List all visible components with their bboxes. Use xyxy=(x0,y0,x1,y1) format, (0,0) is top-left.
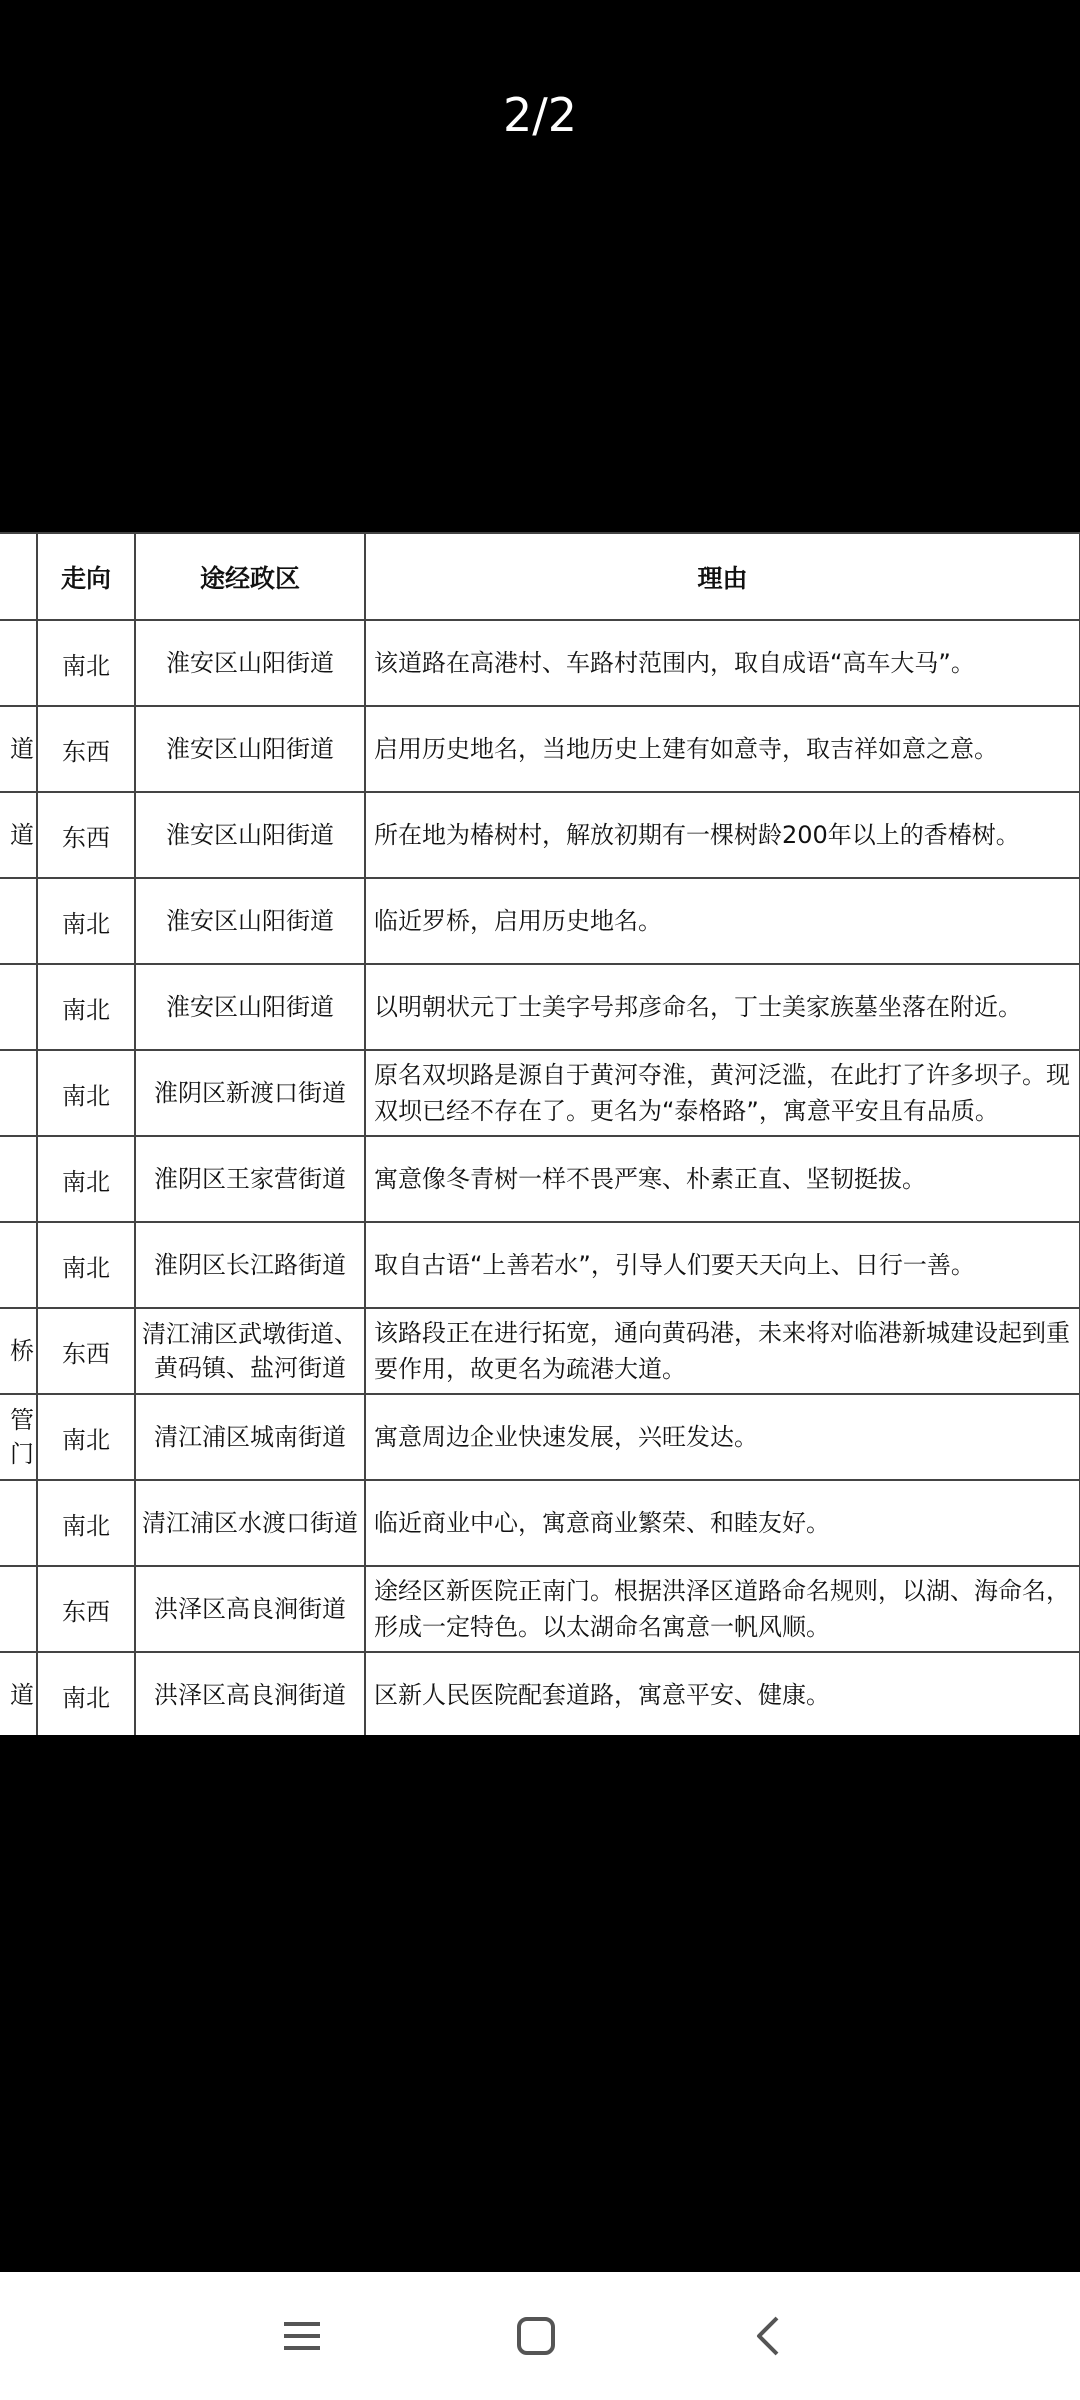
header-district: 途经政区 xyxy=(136,534,366,621)
row-direction-cell: 南北 xyxy=(38,879,136,965)
road-naming-table xyxy=(0,532,1080,1735)
row-stub-cell: 道 xyxy=(0,707,38,793)
row-direction-cell: 南北 xyxy=(38,1137,136,1223)
row-reason-cell: 寓意周边企业快速发展，兴旺发达。 xyxy=(366,1395,1080,1481)
row-reason-cell: 启用历史地名，当地历史上建有如意寺，取吉祥如意之意。 xyxy=(366,707,1080,793)
row-reason-cell: 寓意像冬青树一样不畏严寒、朴素正直、坚韧挺拔。 xyxy=(366,1137,1080,1223)
image-viewer[interactable] xyxy=(0,532,1080,1735)
row-direction-cell: 东西 xyxy=(38,707,136,793)
row-direction-cell: 南北 xyxy=(38,1395,136,1481)
row-reason-cell: 该路段正在进行拓宽，通向黄码港，未来将对临港新城建设起到重要作用，故更名为疏港大道。 xyxy=(366,1309,1080,1395)
row-stub-cell: 管门 xyxy=(0,1395,38,1481)
row-district-cell: 淮安区山阳街道 xyxy=(136,793,366,879)
system-navigation-bar xyxy=(0,2272,1080,2400)
row-stub-cell xyxy=(0,1567,38,1653)
row-district-cell: 洪泽区高良涧街道 xyxy=(136,1653,366,1735)
row-district-cell: 清江浦区武墩街道、黄码镇、盐河街道 xyxy=(136,1309,366,1395)
back-icon[interactable] xyxy=(729,2296,809,2376)
row-stub-cell xyxy=(0,1481,38,1567)
row-district-cell: 清江浦区水渡口街道 xyxy=(136,1481,366,1567)
header-reason: 理由 xyxy=(366,534,1080,621)
row-direction-cell: 东西 xyxy=(38,793,136,879)
row-district-cell: 淮安区山阳街道 xyxy=(136,965,366,1051)
row-reason-cell: 临近罗桥，启用历史地名。 xyxy=(366,879,1080,965)
row-direction-cell: 南北 xyxy=(38,1653,136,1735)
row-district-cell: 淮阴区王家营街道 xyxy=(136,1137,366,1223)
row-direction-cell: 南北 xyxy=(38,965,136,1051)
row-stub-cell xyxy=(0,879,38,965)
row-stub-cell xyxy=(0,1051,38,1137)
header-direction: 走向 xyxy=(38,534,136,621)
row-district-cell: 淮安区山阳街道 xyxy=(136,707,366,793)
row-reason-cell: 临近商业中心，寓意商业繁荣、和睦友好。 xyxy=(366,1481,1080,1567)
row-stub-cell: 道 xyxy=(0,793,38,879)
row-reason-cell: 该道路在高港村、车路村范围内，取自成语“高车大马”。 xyxy=(366,621,1080,707)
row-reason-cell: 取自古语“上善若水”，引导人们要天天向上、日行一善。 xyxy=(366,1223,1080,1309)
row-stub-cell: 道 xyxy=(0,1653,38,1735)
row-district-cell: 清江浦区城南街道 xyxy=(136,1395,366,1481)
row-district-cell: 淮阴区新渡口街道 xyxy=(136,1051,366,1137)
row-district-cell: 洪泽区高良涧街道 xyxy=(136,1567,366,1653)
image-counter: 2/2 xyxy=(502,88,578,142)
header-stub xyxy=(0,534,38,621)
row-district-cell: 淮安区山阳街道 xyxy=(136,879,366,965)
menu-icon[interactable] xyxy=(262,2296,342,2376)
row-district-cell: 淮安区山阳街道 xyxy=(136,621,366,707)
row-stub-cell xyxy=(0,1137,38,1223)
row-direction-cell: 东西 xyxy=(38,1567,136,1653)
row-district-cell: 淮阴区长江路街道 xyxy=(136,1223,366,1309)
row-stub-cell xyxy=(0,621,38,707)
row-reason-cell: 途经区新医院正南门。根据洪泽区道路命名规则，以湖、海命名，形成一定特色。以太湖命名寓意一帆风顺。 xyxy=(366,1567,1080,1653)
row-direction-cell: 南北 xyxy=(38,1481,136,1567)
row-direction-cell: 南北 xyxy=(38,621,136,707)
row-stub-cell xyxy=(0,1223,38,1309)
row-reason-cell: 区新人民医院配套道路，寓意平安、健康。 xyxy=(366,1653,1080,1735)
row-stub-cell: 桥 xyxy=(0,1309,38,1395)
row-direction-cell: 东西 xyxy=(38,1309,136,1395)
row-direction-cell: 南北 xyxy=(38,1223,136,1309)
row-reason-cell: 所在地为椿树村，解放初期有一棵树龄200年以上的香椿树。 xyxy=(366,793,1080,879)
row-reason-cell: 原名双坝路是源自于黄河夺淮，黄河泛滥，在此打了许多坝子。现双坝已经不存在了。更名为“泰格路”，寓意平安且有品质。 xyxy=(366,1051,1080,1137)
home-icon[interactable] xyxy=(496,2296,576,2376)
row-reason-cell: 以明朝状元丁士美字号邦彦命名，丁士美家族墓坐落在附近。 xyxy=(366,965,1080,1051)
row-direction-cell: 南北 xyxy=(38,1051,136,1137)
row-stub-cell xyxy=(0,965,38,1051)
